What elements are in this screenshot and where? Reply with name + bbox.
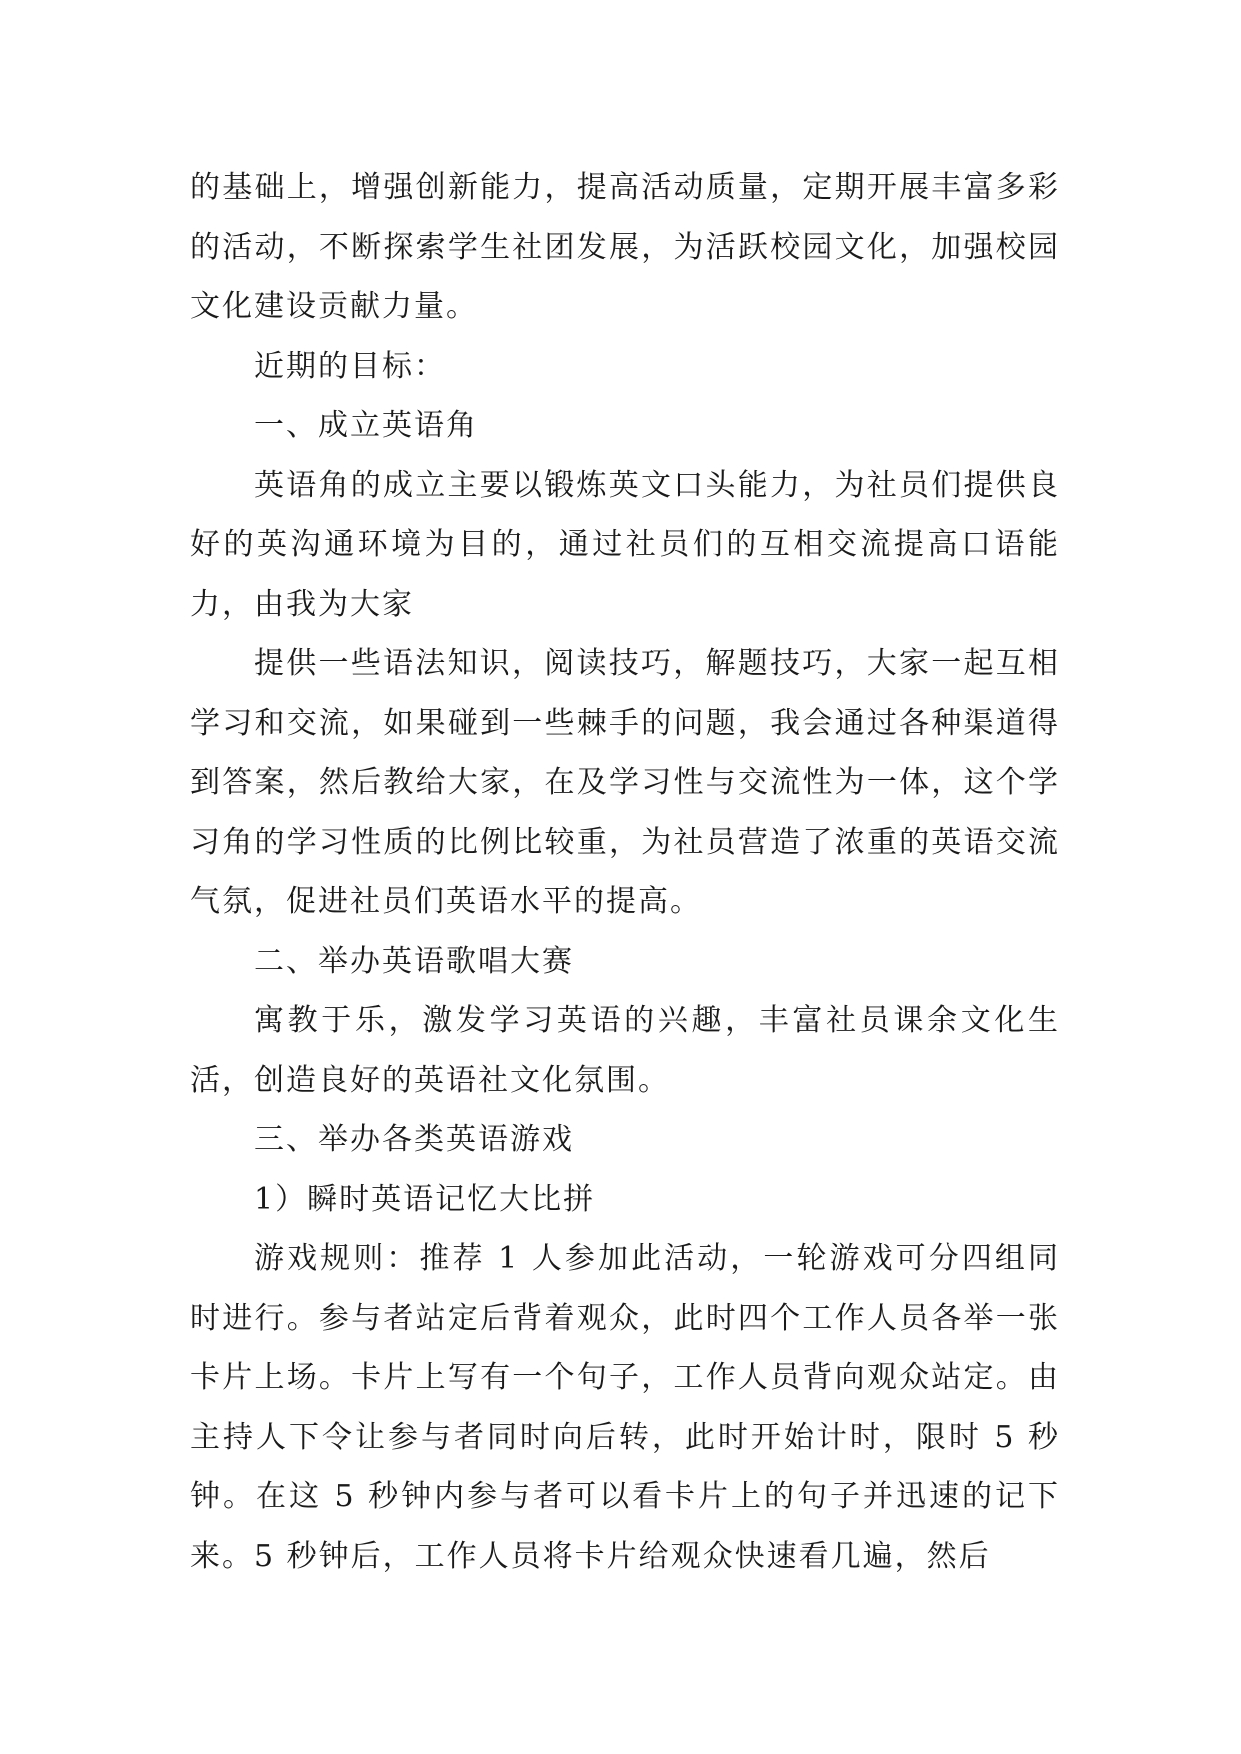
paragraph-english-corner-detail: 提供一些语法知识，阅读技巧，解题技巧，大家一起互相学习和交流，如果碰到一些棘手的问题，我会通过各种渠道得到答案，然后教给大家，在及学习性与交流性为一体，这个学习角的学习性质的比例比较重，为社员营造了浓重的英语交流气氛，促进社员们英语水平的提高。 xyxy=(190,646,1060,919)
section-heading-english-games: 三、举办各类英语游戏 xyxy=(254,1122,574,1157)
paragraph-singing-contest: 寓教于乐，激发学习英语的兴趣，丰富社员课余文化生活，创造良好的英语社文化氛围。 xyxy=(190,1003,1060,1098)
paragraph-game-rules: 游戏规则：推荐 1 人参加此活动，一轮游戏可分四组同时进行。参与者站定后背着观众，此时四个工作人员各举一张卡片上场。卡片上写有一个句子，工作人员背向观众站定。由主持人下令让参与者同时向后转，此时开始计时，限时 5 秒钟。在这 5 秒钟内参与者可以看卡片上的句子并迅速的记下来。5 秒钟后，工作人员将卡片给观众快速看几遍，然后 xyxy=(190,1241,1060,1574)
paragraph-intro: 的基础上，增强创新能力，提高活动质量，定期开展丰富多彩的活动，不断探索学生社团发展，为活跃校园文化，加强校园文化建设贡献力量。 xyxy=(190,170,1060,324)
section-heading-english-corner: 一、成立英语角 xyxy=(254,408,478,443)
section-heading-singing-contest: 二、举办英语歌唱大赛 xyxy=(254,943,574,979)
subheading-memory-game: 1）瞬时英语记忆大比拼 xyxy=(254,1181,596,1217)
document-page xyxy=(190,158,1060,1586)
paragraph-english-corner: 英语角的成立主要以锻炼英文口头能力，为社员们提供良好的英沟通环境为目的，通过社员们的互相交流提高口语能力，由我为大家 xyxy=(190,467,1060,622)
paragraph-goals-heading: 近期的目标： xyxy=(254,348,446,384)
